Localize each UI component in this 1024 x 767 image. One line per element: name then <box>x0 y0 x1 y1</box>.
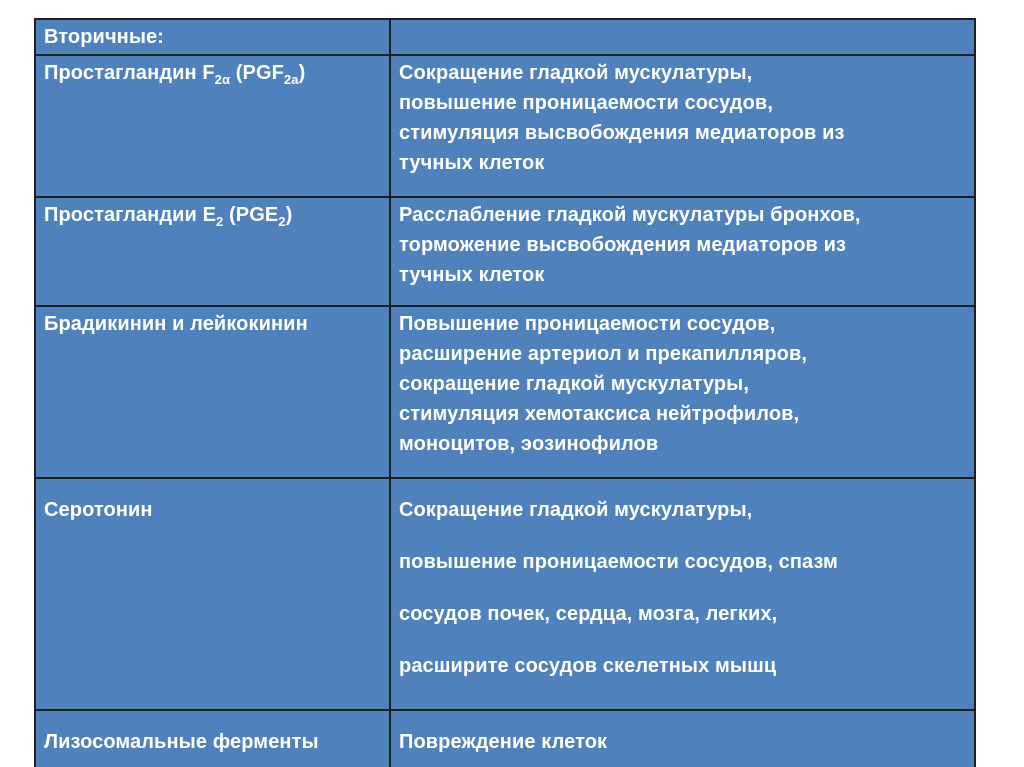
name-text: Простагландин F <box>44 62 215 84</box>
effect-line: повышение проницаемости сосудов, <box>399 92 773 114</box>
header-right-cell <box>390 19 975 55</box>
effect-cell <box>390 710 975 767</box>
mediators-table <box>34 18 976 767</box>
effect-line: Повышение проницаемости сосудов, <box>399 313 776 335</box>
table-row <box>35 710 975 767</box>
effect-line: стимуляция хемотаксиса нейтрофилов, <box>399 403 800 425</box>
name-text: Простагландии E <box>44 204 217 226</box>
name-text: ) <box>298 62 306 84</box>
effect-line: торможение высвобождения медиаторов из <box>399 234 847 256</box>
effect-line: сокращение гладкой мускулатуры, <box>399 373 749 395</box>
effect-cell <box>390 306 975 478</box>
name-text: (PGF <box>230 62 284 84</box>
mediator-name-cell: Лизосомальные ферменты <box>35 710 390 767</box>
header-left-cell: Вторичные: <box>35 19 390 55</box>
table-row <box>35 478 975 710</box>
name-text: (PGE <box>223 204 279 226</box>
effect-line: тучных клеток <box>399 264 545 286</box>
effect-line: Расслабление гладкой мускулатуры бронхов, <box>399 204 861 226</box>
effect-line: Сокращение гладкой мускулатуры, <box>399 62 753 84</box>
effect-line: стимуляция высвобождения медиаторов из <box>399 122 845 144</box>
name-subscript: 2 <box>278 214 286 229</box>
effect-line: Повреждение клеток <box>399 731 608 753</box>
mediator-name-cell <box>35 55 390 197</box>
effect-cell <box>390 55 975 197</box>
effect-line: Сокращение гладкой мускулатуры, <box>399 499 753 521</box>
effect-line: расширите сосудов скелетных мышц <box>399 655 777 677</box>
effect-line: сосудов почек, сердца, мозга, легких, <box>399 603 778 625</box>
mediator-name-cell: Брадикинин и лейкокинин <box>35 306 390 478</box>
name-subscript: 2a <box>283 72 299 87</box>
table-row <box>35 55 975 197</box>
effect-line: повышение проницаемости сосудов, спазм <box>399 551 838 573</box>
effect-line: тучных клеток <box>399 152 545 174</box>
table-row <box>35 197 975 306</box>
table-row <box>35 306 975 478</box>
mediator-name-cell <box>35 197 390 306</box>
name-subscript: 2α <box>214 72 231 87</box>
effect-line: моноцитов, эозинофилов <box>399 433 659 455</box>
name-text: ) <box>285 204 293 226</box>
mediator-name-cell: Серотонин <box>35 478 390 710</box>
effect-cell <box>390 478 975 710</box>
table-header-row <box>35 19 975 55</box>
effect-cell <box>390 197 975 306</box>
effect-line: расширение артериол и прекапилляров, <box>399 343 808 365</box>
name-subscript: 2 <box>216 214 224 229</box>
